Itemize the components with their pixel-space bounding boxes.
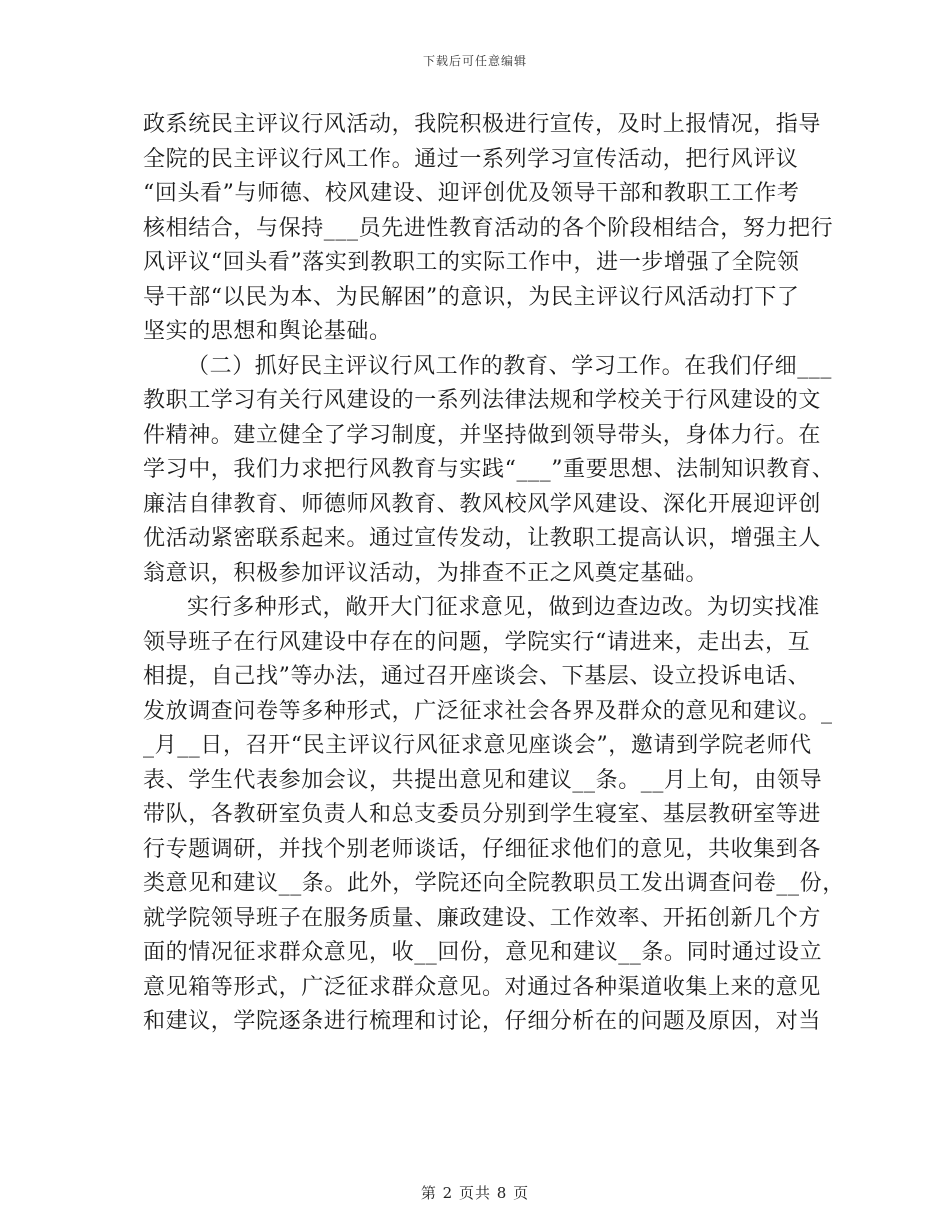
body-line: 行专题调研，并找个别老师谈话，仔细征求他们的意见，共收集到各	[143, 836, 822, 862]
body-line: 面的情况征求群众意见，收__回份，意见和建议__条。同时通过设立	[143, 940, 823, 965]
body-line: 学习中，我们力求把行风教育与实践“___”重要思想、法制知识教育、	[143, 457, 835, 482]
body-line: 坚实的思想和舆论基础。	[143, 319, 392, 344]
body-line: 就学院领导班子在服务质量、廉政建设、工作效率、开拓创新几个方	[143, 905, 822, 931]
body-line: 发放调查问卷等多种形式，广泛征求社会各界及群众的意见和建议。_	[143, 698, 833, 724]
paragraph-start-line: （二）抓好民主评议行风工作的教育、学习工作。在我们仔细___	[187, 353, 833, 379]
body-line: 领导班子在行风建设中存在的问题，学院实行“请进来，走出去，互	[143, 629, 811, 655]
body-line: 意见箱等形式，广泛征求群众意见。对通过各种渠道收集上来的意见	[143, 974, 822, 1000]
paragraph-start-line: 实行多种形式，敞开大门征求意见，做到边查边改。为切实找准	[187, 595, 820, 620]
body-line: 表、学生代表参加会议，共提出意见和建议__条。__月上旬，由领导	[143, 767, 823, 793]
body-line: 教职工学习有关行风建设的一系列法律法规和学校关于行风建设的文	[143, 388, 822, 413]
body-line: 翁意识，积极参加评议活动，为排查不正之风奠定基础。	[143, 560, 709, 586]
body-line: 政系统民主评议行风活动，我院积极进行宣传，及时上报情况，指导	[143, 112, 822, 137]
document-body	[143, 108, 845, 1040]
body-line: 核相结合，与保持___员先进性教育活动的各个阶段相结合，努力把行	[143, 215, 834, 241]
body-line: 全院的民主评议行风工作。通过一系列学习宣传活动，把行风评议	[143, 146, 799, 172]
body-line: _月__日，召开“民主评议行风征求意见座谈会”，邀请到学院老师代	[143, 733, 812, 758]
body-line: 优活动紧密联系起来。通过宣传发动，让教职工提高认识，增强主人	[143, 526, 822, 551]
body-line: 廉洁自律教育、师德师风教育、教风校风学风建设、深化开展迎评创	[143, 491, 822, 517]
body-line: 类意见和建议__条。此外，学院还向全院教职员工发出调查问卷__份，	[143, 871, 845, 896]
body-line: “回头看”与师德、校风建设、迎评创优及领导干部和教职工工作考	[143, 181, 800, 206]
body-line: 相提，自己找”等办法，通过召开座谈会、下基层、设立投诉电话、	[143, 664, 811, 689]
body-line: 风评议“回头看”落实到教职工的实际工作中，进一步增强了全院领	[143, 250, 800, 275]
body-line: 带队，各教研室负责人和总支委员分别到学生寝室、基层教研室等进	[143, 802, 822, 827]
body-line: 导干部“以民为本、为民解困”的意识，为民主评议行风活动打下了	[143, 284, 800, 310]
body-line: 和建议，学院逐条进行梳理和讨论，仔细分析在的问题及原因，对当	[143, 1009, 822, 1034]
page-footer: 第 2 页共 8 页	[420, 1184, 530, 1202]
page-header: 下载后可任意编辑	[422, 54, 527, 68]
body-line: 件精神。建立健全了学习制度，并坚持做到领导带头，身体力行。在	[143, 422, 822, 448]
